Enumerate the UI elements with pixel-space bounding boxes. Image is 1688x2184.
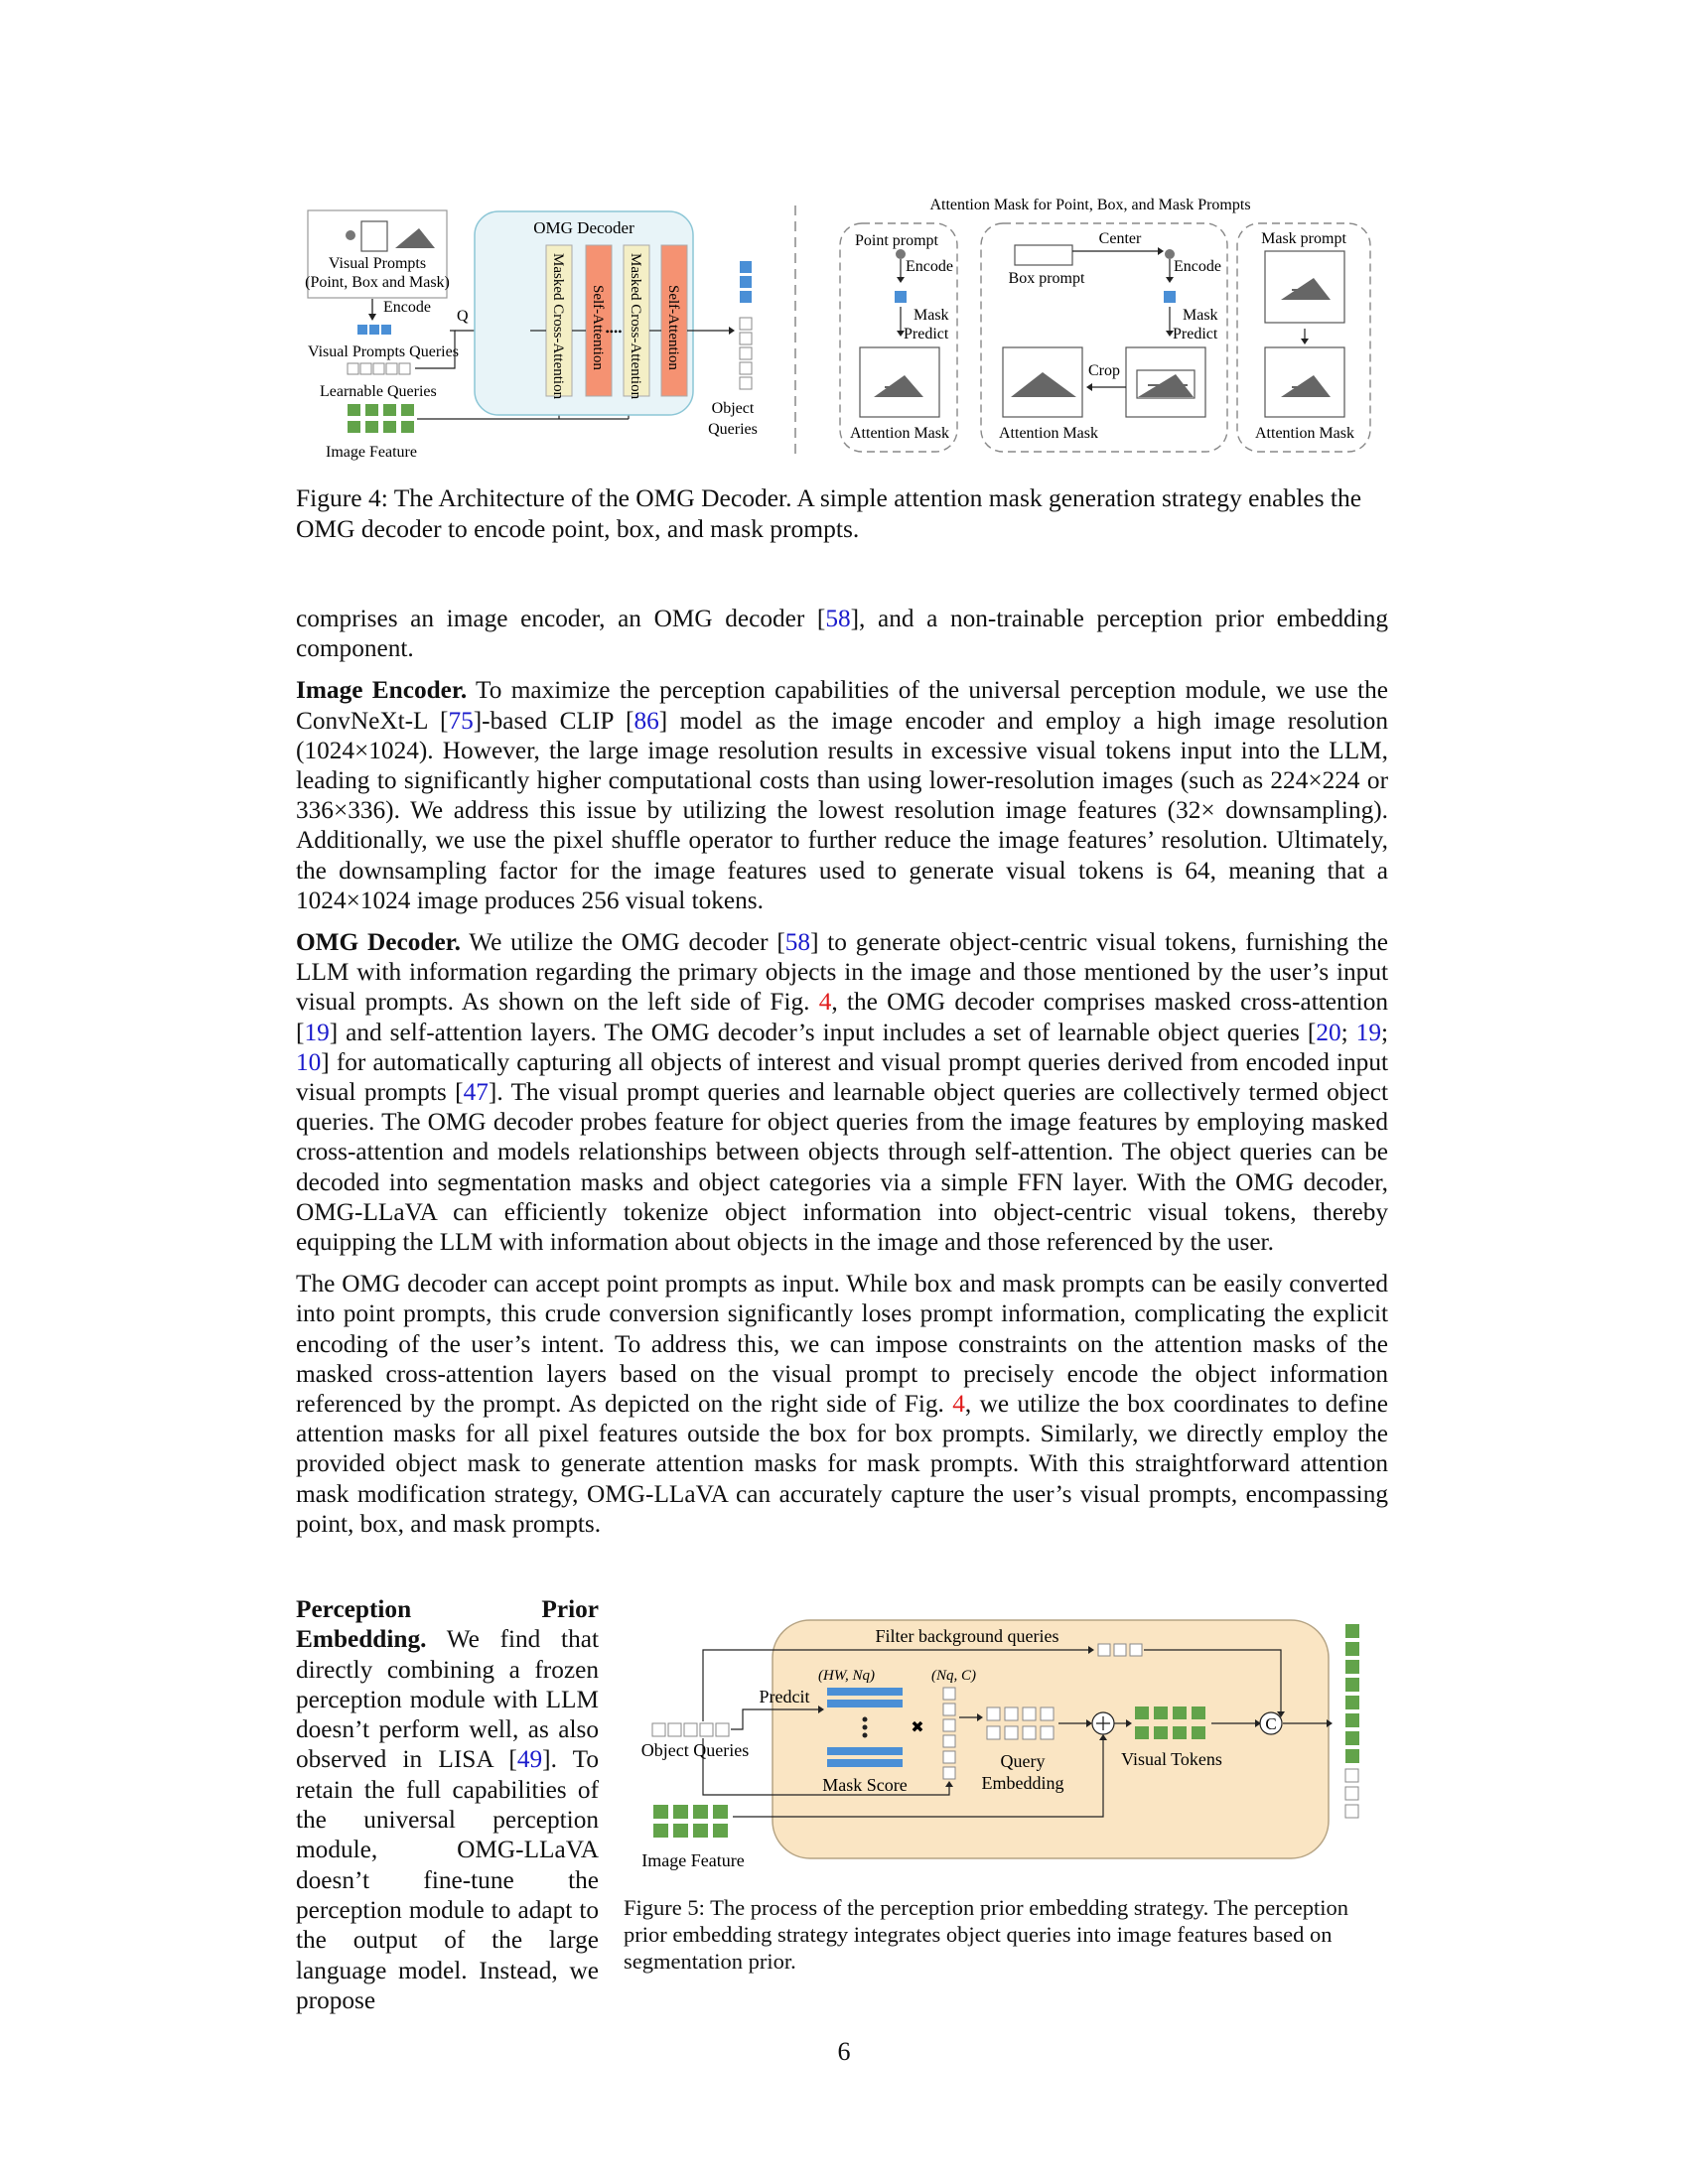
svg-text:✖: ✖ [911,1719,924,1736]
svg-text:Visual Tokens: Visual Tokens [1121,1749,1222,1769]
svg-text:OMG Decoder: OMG Decoder [533,218,634,237]
svg-text:Mask Score: Mask Score [822,1775,908,1795]
svg-text:Query: Query [1000,1751,1046,1771]
svg-text:Filter background queries: Filter background queries [875,1626,1059,1646]
svg-text:Crop: Crop [1088,362,1120,379]
body-text [296,604,1388,1551]
svg-text:Attention Mask: Attention Mask [999,425,1098,442]
svg-text:Object Queries: Object Queries [640,1740,750,1760]
svg-text:Mask: Mask [1183,307,1218,324]
paragraph-0: comprises an image encoder, an OMG decoder [58], and a non-trainable perception prior embedding component. [296,605,1388,663]
svg-text:(Point, Box and Mask): (Point, Box and Mask) [305,274,450,291]
svg-text:Visual Prompts: Visual Prompts [328,255,427,272]
paragraph-image-encoder: Image Encoder. To maximize the perception capabilities of the universal perception module, we use the ConvNeXt-L [75]-based CLIP [86] model as the image encoder and employ a high image resolution (1024×1024). However, the large image resolution results in excessive visual tokens input into the LLM, leading to significantly higher computational costs than using lower-resolution images (such as 224×224 or 336×336). We address this issue by utilizing the lowest resolution image features (32× downsampling). Additionally, we use the pixel shuffle operator to further reduce the image features’ resolution. Ultimately, the downsampling factor for the image features used to generate visual tokens is 64, meaning that a 1024×1024 image produces 256 visual tokens. [296,676,1388,914]
paragraph-perception-prior: Perception Prior Embedding. We find that directly combining a frozen perception module with LLM doesn’t perform well, as also observed in LISA [49]. To retain the full capabilities of the universal perception module, OMG-LLaVA doesn’t fine-tune the perception module to adapt to the output of the large language model. Instead, we propose [296,1595,599,2014]
svg-text:Attention Mask for Point, Box,: Attention Mask for Point, Box, and Mask Prompts [929,197,1251,213]
figure-4 [296,194,1398,477]
svg-text:Encode: Encode [1174,258,1221,275]
box-prompt-icon [361,221,387,251]
svg-text:••••: •••• [605,325,623,339]
figure-4-caption: Figure 4: The Architecture of the OMG Decoder. A simple attention mask generation strategy enables the OMG decoder to encode point, box, and mask prompts. [296,483,1362,543]
svg-text:Self-Attention: Self-Attention [665,285,681,370]
svg-text:Attention Mask: Attention Mask [850,425,949,442]
svg-text:(Nq, C): (Nq, C) [931,1668,976,1684]
svg-text:Queries: Queries [708,421,758,438]
paragraph-omg-decoder: OMG Decoder. We utilize the OMG decoder [58] to generate object-centric visual tokens, furnishing the LLM with information regarding the primary objects in the image and those mentioned by the user’s input visual prompts. As shown on the left side of Fig. 4, the OMG decoder comprises masked cross-attention [19] and self-attention layers. The OMG decoder’s input includes a set of learnable object queries [20; 19; 10] for automatically capturing all objects of interest and visual prompt queries derived from encoded input visual prompts [47]. The visual prompt queries and learnable object queries are collectively termed object queries. The OMG decoder probes feature for object queries from the image features by employing masked cross-attention and models relationships between objects through self-attention. The object queries can be decoded into segmentation masks and object categories via a simple FFN layer. With the OMG decoder, OMG-LLaVA can efficiently tokenize object information into object-centric visual tokens, thereby equipping the LLM with information about objects in the image and those referenced by the user. [296,928,1388,1257]
svg-text:Encode: Encode [906,258,953,275]
svg-text:Self-Attention: Self-Attention [590,285,606,370]
svg-text:Object: Object [711,400,755,417]
svg-text:Learnable Queries: Learnable Queries [320,383,437,400]
svg-text:Predict: Predict [1173,326,1218,342]
omg-decoder-box [475,211,693,415]
figure-5-caption: Figure 5: The process of the perception prior embedding strategy. The perception prior embedding strategy integrates object queries into image features based on segmentation prior. [624,1895,1348,1974]
svg-text:Masked Cross-Attention: Masked Cross-Attention [628,253,643,400]
svg-text:Predcit: Predcit [759,1687,810,1706]
svg-text:Visual Prompts Queries: Visual Prompts Queries [308,343,459,360]
svg-text:(HW, Nq): (HW, Nq) [818,1668,875,1684]
paragraph-prompts: The OMG decoder can accept point prompts as input. While box and mask prompts can be easily converted into point prompts, this crude conversion significantly loses prompt information, complicating the explicit encoding of the user’s intent. To address this, we can impose constraints on the attention masks of the masked cross-attention layers based on the visual prompt to precisely encode the object information referenced by the prompt. As depicted on the right side of Fig. 4, we utilize the box coordinates to define attention masks for all pixel features outside the box for box prompts. Similarly, we directly employ the provided object mask to generate attention masks for mask prompts. With this straightforward attention mask modification strategy, OMG-LLaVA can accurately capture the user’s visual prompts, encompassing point, box, and mask prompts. [296,1270,1388,1538]
svg-text:Mask prompt: Mask prompt [1261,230,1346,247]
svg-text:Point prompt: Point prompt [854,232,939,249]
mask-prompt-icon [395,228,435,248]
svg-text:C: C [1265,1714,1277,1733]
svg-text:Masked Cross-Attention: Masked Cross-Attention [550,253,566,400]
svg-text:Predict: Predict [904,326,949,342]
svg-text:Image Feature: Image Feature [326,444,417,461]
svg-text:Image Feature: Image Feature [641,1850,745,1870]
svg-text:Attention Mask: Attention Mask [1255,425,1354,442]
svg-text:Encode: Encode [383,299,431,316]
figure-5 [624,1608,1398,1886]
svg-text:Mask: Mask [914,307,949,324]
svg-text:Q: Q [457,308,469,325]
page-number: 6 [837,2037,851,2066]
svg-text:Center: Center [1098,230,1142,247]
svg-text:Box prompt: Box prompt [1008,270,1085,287]
svg-text:Embedding: Embedding [981,1773,1064,1793]
point-prompt-icon [346,230,355,240]
